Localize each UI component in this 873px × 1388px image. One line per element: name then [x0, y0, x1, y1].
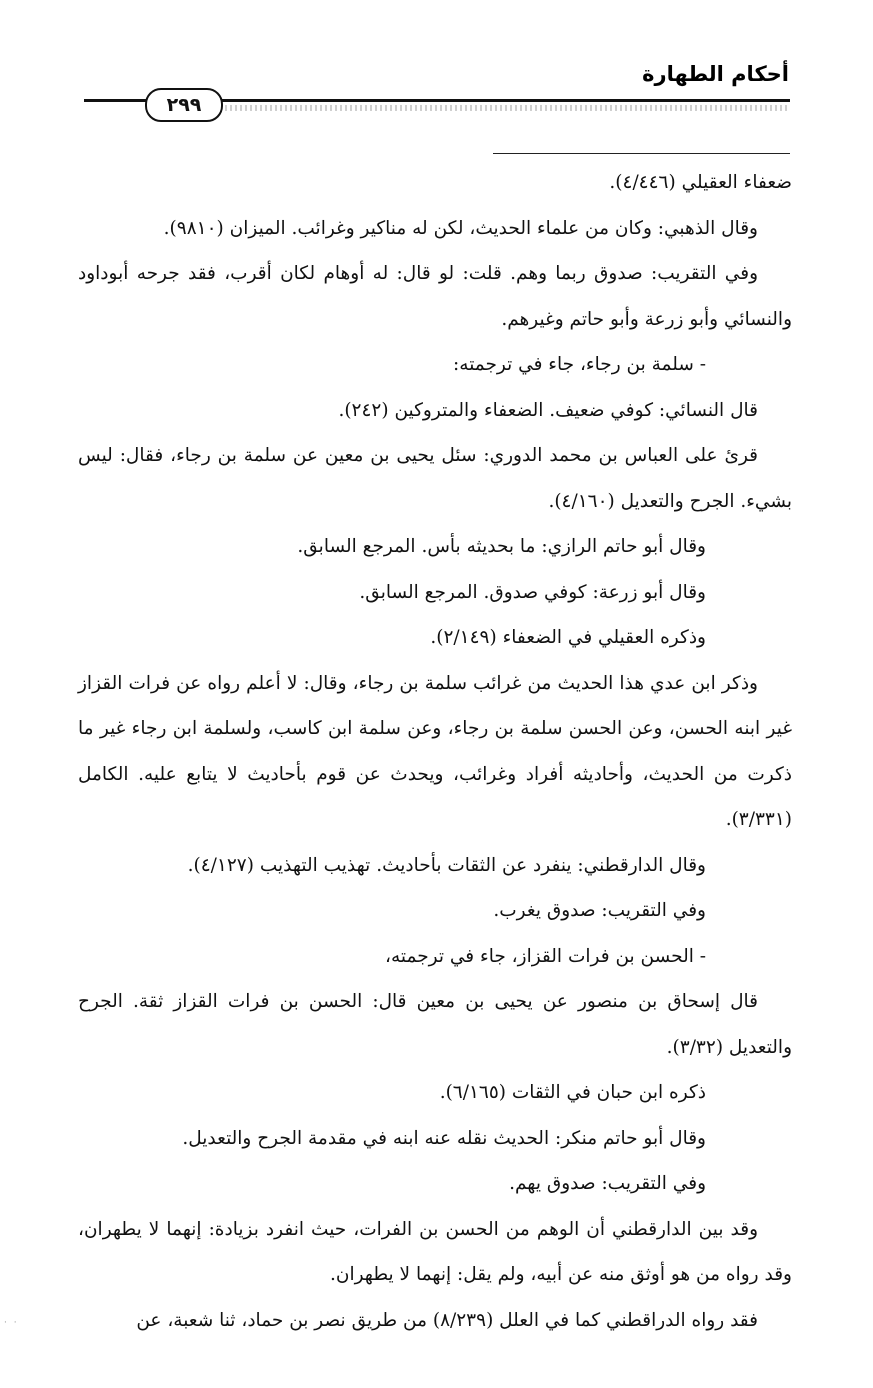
paragraph: قال إسحاق بن منصور عن يحيى بن معين قال: الحسن بن فرات القزاز ثقة. الجرح والتعديل (٣/٣٢). [78, 991, 792, 1058]
paragraph: ذكره ابن حبان في الثقات (٦/١٦٥). [439, 1082, 706, 1103]
running-header-title: أحكام الطهارة [642, 62, 789, 86]
header-decoration [215, 105, 790, 111]
paragraph: وفي التقريب: صدوق ربما وهم. قلت: لو قال: له أوهام لكان أقرب، فقد جرحه أبوداود والنسائي وأبو زرعة وأبو حاتم وغيرهم. [78, 263, 792, 330]
page-number: ٢٩٩ [145, 88, 223, 122]
paragraph: ضعفاء العقيلي (٤/٤٤٦). [609, 172, 792, 193]
paragraph: فقد رواه الدراقطني كما في العلل (٨/٢٣٩) من طريق نصر بن حماد، ثنا شعبة، عن [136, 1309, 758, 1331]
paragraph: قرئ على العباس بن محمد الدوري: سئل يحيى بن معين عن سلمة بن رجاء، فقال: ليس بشيء. الجرح والتعديل (٤/١٦٠). [78, 445, 792, 512]
paragraph: - الحسن بن فرات القزاز، جاء في ترجمته، [385, 945, 706, 967]
paragraph: وقال الدارقطني: ينفرد عن الثقات بأحاديث. تهذيب التهذيب (٤/١٢٧). [187, 854, 706, 876]
paragraph: وذكره العقيلي في الضعفاء (٢/١٤٩). [430, 627, 706, 648]
paragraph: وقال أبو حاتم الرازي: ما بحديثه بأس. المرجع السابق. [297, 536, 706, 557]
paragraph: وقال أبو حاتم منكر: الحديث نقله عنه ابنه في مقدمة الجرح والتعديل. [182, 1127, 706, 1149]
paragraph: وفي التقريب: صدوق يهم. [509, 1173, 706, 1194]
paragraph: وفي التقريب: صدوق يغرب. [493, 900, 706, 921]
paragraph: وقال الذهبي: وكان من علماء الحديث، لكن له مناكير وغرائب. الميزان (٩٨١٠). [163, 217, 758, 239]
paragraph: - سلمة بن رجاء، جاء في ترجمته: [453, 354, 706, 375]
paragraph: وقال أبو زرعة: كوفي صدوق. المرجع السابق. [359, 581, 706, 603]
body-text [78, 160, 792, 1343]
footnote-separator [493, 153, 790, 154]
paragraph: وذكر ابن عدي هذا الحديث من غرائب سلمة بن رجاء، وقال: لا أعلم رواه عن فرات القزاز غير ابنه الحسن، وعن الحسن سلمة بن رجاء، وعن سلمة ابن كاسب، ولسلمة ابن رجاء غير ما ذكرت من الحديث، وأحاديثه أفراد وغرائب، ويحدث عن قوم بأحاديث لا يتابع عليه. الكامل (٣/٣٣١). [78, 672, 792, 830]
margin-mark: · · [4, 1318, 19, 1328]
paragraph: قال النسائي: كوفي ضعيف. الضعفاء والمتروكين (٢٤٢). [338, 399, 758, 421]
paragraph: وقد بين الدارقطني أن الوهم من الحسن بن الفرات، حيث انفرد بزيادة: إنهما لا يطهران، وقد رواه من هو أوثق منه عن أبيه، ولم يقل: إنهما لا يطهران. [78, 1218, 792, 1285]
